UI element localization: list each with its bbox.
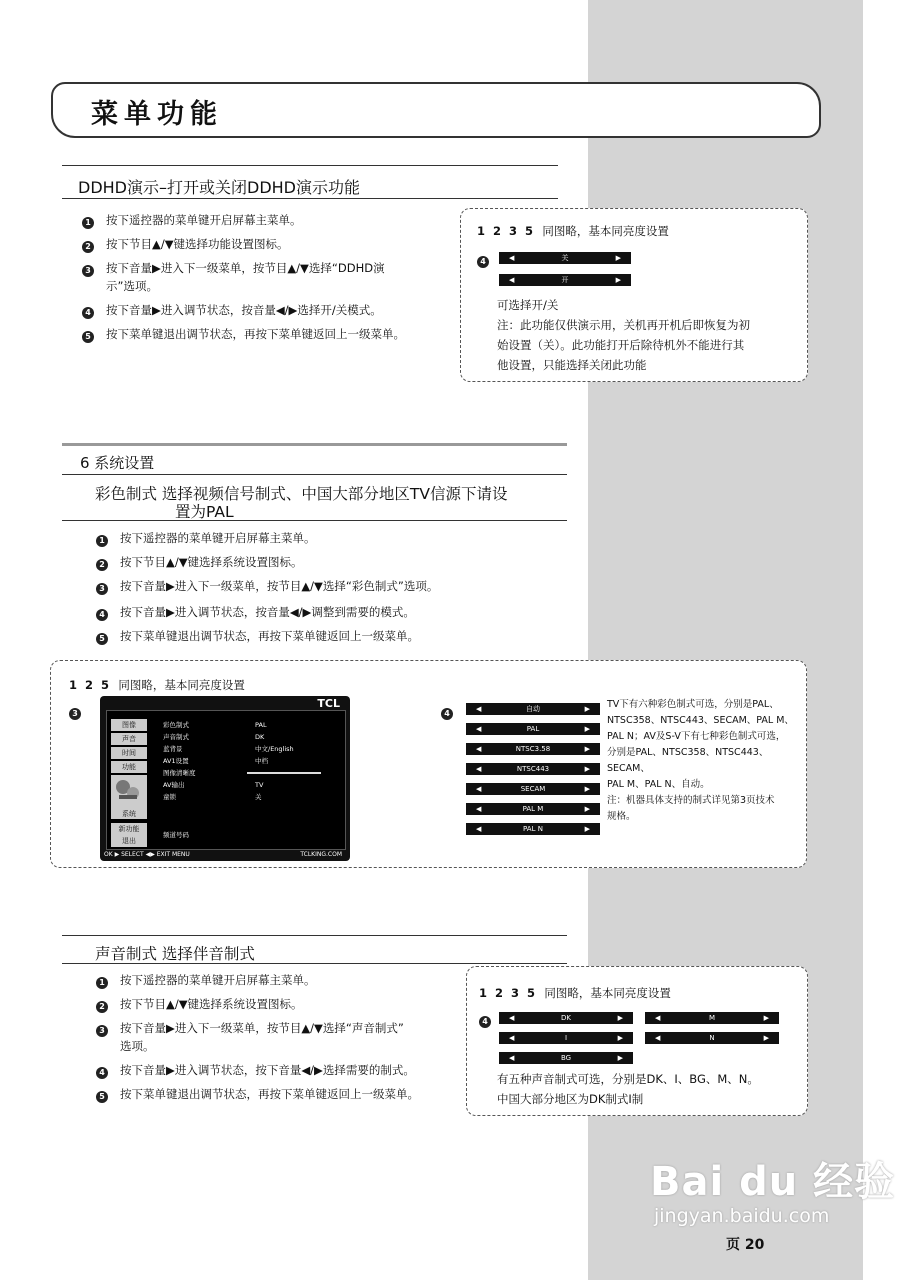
tv-screen [106,710,346,850]
step-item: 2 按下节目▲/▼键选择系统设置图标。 [96,554,303,571]
box-header: 1 2 3 5 同图略，基本同亮度设置 [479,986,671,1000]
page-title: 菜单功能 [91,99,223,130]
step-item: 3 按下音量▶进入下一级菜单，按节目▲/▼选择“DDHD演 [82,260,385,277]
tv-setting-row: 彩色制式 PAL [163,721,267,729]
box-step-num: 4 [479,1009,503,1029]
tv-menu-screenshot [100,696,350,861]
section-title-ddhd: DDHD演示–打开或关闭DDHD演示功能 [78,178,360,197]
section-rule [62,520,567,521]
step-item: 1 按下遥控器的菜单键开启屏幕主菜单。 [96,972,316,989]
option-bar: ◀ PAL ▶ [466,723,600,735]
box-note-text: 有五种声音制式可选，分别是DK、I、BG、M、N。 中国大部分地区为DK制式I制 [497,1072,759,1106]
tv-setting-row: 声音制式 DK [163,733,265,741]
step-item: 4 按下音量▶进入调节状态，按下音量◀/▶选择需要的制式。 [96,1062,415,1079]
box-step-num: 4 [477,249,501,269]
section-rule [62,474,567,475]
option-bar: ◀ NTSC3.58 ▶ [466,743,600,755]
step-item: 1 按下遥控器的菜单键开启屏幕主菜单。 [96,530,316,547]
baidu-watermark-logo: Bai du 经验 [650,1159,896,1205]
section-title-system: 6 系统设置 [80,454,155,472]
tv-menu-item: 新功能 [111,823,147,835]
step-item: 3 按下音量▶进入下一级菜单，按节目▲/▼选择“彩色制式”选项。 [96,578,438,595]
subtitle-color-system-cont: 置为PAL [175,503,234,521]
section-rule [62,165,558,166]
option-bar: ◀ SECAM ▶ [466,783,600,795]
tv-menu-item: 图像 [111,719,147,731]
box-note-text: TV下有六种彩色制式可选，分别是PAL、 NTSC358、NTSC443、SECAM、PAL M、 PAL N；AV及S-V下有七种彩色制式可选， 分别是PAL、NTSC358、NTSC443、SECAM、 PAL M、PAL N、自动。 注：机器具体支持的制式详见第3页技术 规格。 [607,699,794,822]
page-number: 页 20 [726,1237,765,1253]
tv-menu-item: 功能 [111,761,147,773]
option-bar: ◀ NTSC443 ▶ [466,763,600,775]
tv-menu-item: 退出 [111,835,147,847]
tv-system-panel [111,775,147,819]
tv-setting-row: 童锁 关 [163,793,262,801]
ddhd-example-box [460,208,808,382]
box-header: 1 2 5 同图略，基本同亮度设置 [69,678,245,692]
step-item: 2 按下节目▲/▼键选择功能设置图标。 [82,236,289,253]
option-bar: ◀ PAL N ▶ [466,823,600,835]
option-bar: ◀ DK ▶ [499,1012,633,1024]
box-header: 1 2 3 5 同图略，基本同亮度设置 [477,224,669,238]
section-rule [62,198,558,199]
step-item-cont: 示”选项。 [106,279,158,293]
step-item: 3 按下音量▶进入下一级菜单，按节目▲/▼选择“声音制式” [96,1020,404,1037]
step-item: 5 按下菜单键退出调节状态，再按下菜单键返回上一级菜单。 [82,326,405,343]
tv-channel-label: 频道号码 [163,831,189,839]
tv-setting-row: AV1设置 中档 [163,757,268,765]
option-bar: ◀ 关 ▶ [499,252,631,264]
box-step-num: 4 [441,701,465,721]
tv-menu-item: 系统 [122,810,136,818]
tv-bottom-bar: OK ▶ SELECT ◀▶ EXIT MENU TCLKING.COM [104,851,342,858]
option-bar: ◀ I ▶ [499,1032,633,1044]
box-step-num: 3 [69,701,93,721]
section-rule [62,443,567,446]
box-note-text: 可选择开/关 注：此功能仅供演示用，关机再开机后即恢复为初 始设置（关）。此功能打开后除待机外不能进行其 他设置，只能选择关闭此功能 [497,298,750,372]
wrench-icon [111,775,147,805]
option-bar: ◀ BG ▶ [499,1052,633,1064]
section-rule [62,935,567,936]
option-bar: ◀ N ▶ [645,1032,779,1044]
tv-brand-logo: TCL [317,697,340,710]
step-item: 5 按下菜单键退出调节状态，再按下菜单键返回上一级菜单。 [96,1086,419,1103]
option-bar: ◀ 自动 ▶ [466,703,600,715]
tv-setting-row: 蓝背景 中文/English [163,745,294,753]
step-item: 1 按下遥控器的菜单键开启屏幕主菜单。 [82,212,302,229]
baidu-watermark-url: jingyan.baidu.com [654,1205,830,1227]
subtitle-color-system: 彩色制式 选择视频信号制式、中国大部分地区TV信源下请设 [95,485,508,503]
tv-menu-item: 声音 [111,733,147,745]
step-item: 5 按下菜单键退出调节状态，再按下菜单键返回上一级菜单。 [96,628,419,645]
tv-slider-track [247,772,321,774]
step-item: 4 按下音量▶进入调节状态，按音量◀/▶选择开/关模式。 [82,302,382,319]
option-bar: ◀ M ▶ [645,1012,779,1024]
sound-system-example-box [466,966,808,1116]
step-item: 4 按下音量▶进入调节状态，按音量◀/▶调整到需要的模式。 [96,604,415,621]
option-bar: ◀ PAL M ▶ [466,803,600,815]
section-title-sound-system: 声音制式 选择伴音制式 [95,945,255,963]
step-item-cont: 选项。 [120,1039,155,1053]
option-bar: ◀ 开 ▶ [499,274,631,286]
section-rule [62,963,567,964]
tv-setting-row: AV输出 TV [163,781,264,789]
tv-menu-item: 时间 [111,747,147,759]
tv-setting-row: 图像清晰度 [163,769,196,777]
step-item: 2 按下节目▲/▼键选择系统设置图标。 [96,996,303,1013]
page-title-frame [51,82,821,138]
